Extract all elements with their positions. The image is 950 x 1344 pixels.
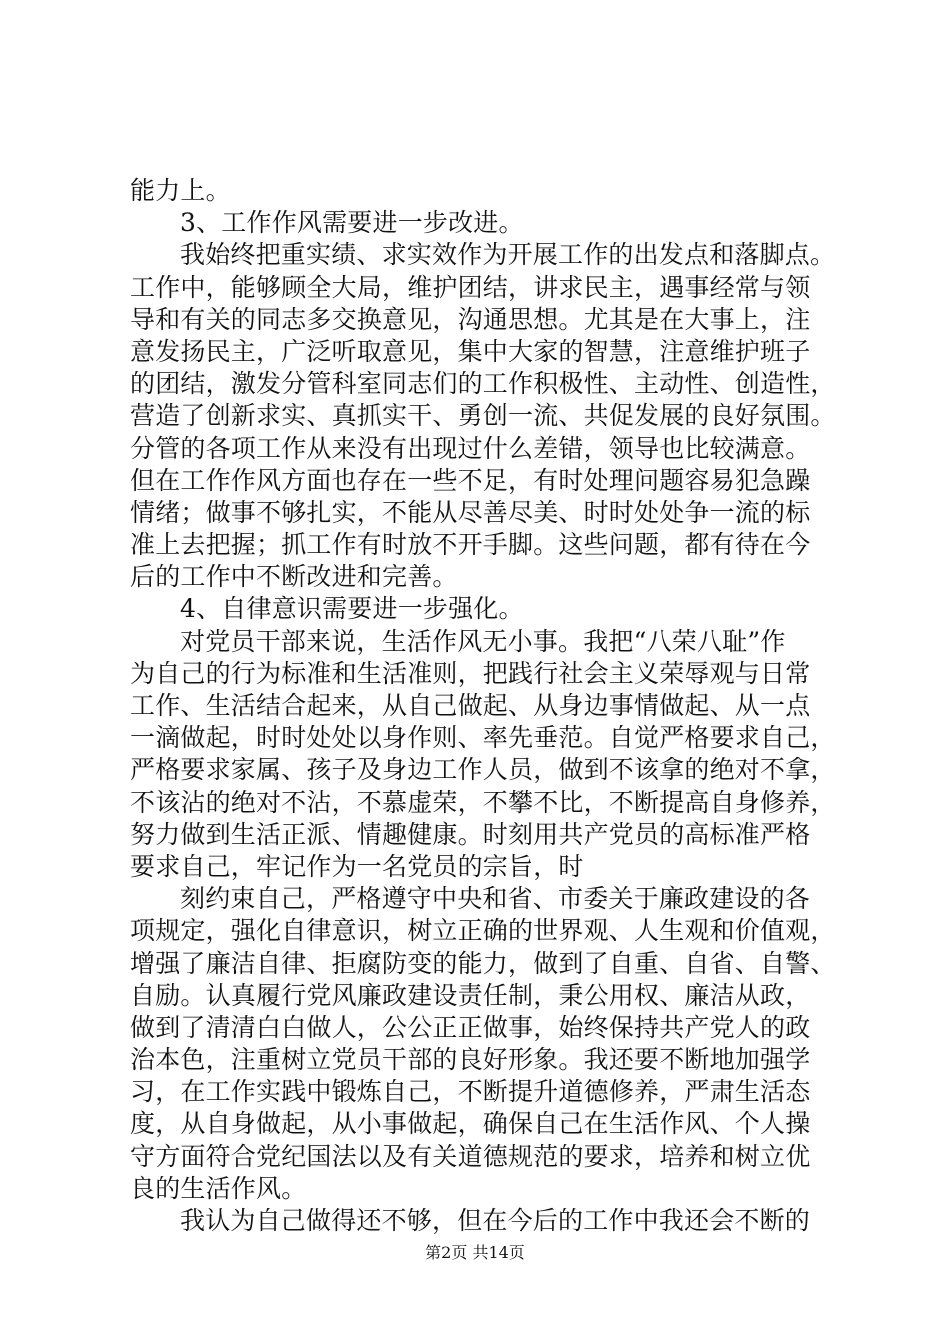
text-line: 良的生活作风。 [130, 1173, 307, 1203]
section-heading: 3、工作作风需要进一步改进。 [180, 208, 524, 238]
text-line: 做到了清清白白做人，公公正正做事，始终保持共产党人的政 [130, 1012, 811, 1042]
text-line: 能力上。 [130, 176, 231, 205]
text-line: 增强了廉洁自律、拒腐防变的能力，做到了自重、自省、自警、 [130, 948, 836, 978]
text-line: 分管的各项工作从来没有出现过什么差错，领导也比较满意。 [130, 433, 811, 463]
text-line: 意发扬民主，广泛听取意见，集中大家的智慧，注意维护班子 [130, 336, 811, 366]
text-line: 一滴做起，时时处处以身作则、率先垂范。自觉严格要求自己， [130, 723, 836, 753]
text-line: 工作、生活结合起来，从自己做起、从身边事情做起、从一点 [130, 691, 811, 720]
text-line: 导和有关的同志多交换意见，沟通思想。尤其是在大事上，注 [130, 304, 811, 334]
text-line: 度，从自身做起，从小事做起，确保自己在生活作风、个人操 [130, 1109, 811, 1139]
text-line: 努力做到生活正派、情趣健康。时刻用共产党员的高标准严格 [130, 819, 811, 849]
text-line: 工作中，能够顾全大局，维护团结，讲求民主，遇事经常与领 [130, 272, 811, 302]
document-body [130, 175, 836, 1237]
section-heading: 4、自律意识需要进一步强化。 [180, 594, 524, 624]
text-line: 为自己的行为标准和生活准则，把践行社会主义荣辱观与日常 [130, 658, 811, 688]
text-line: 对党员干部来说，生活作风无小事。我把“八荣八耻”作 [180, 626, 786, 656]
text-line: 严格要求家属、孩子及身边工作人员，做到不该拿的绝对不拿， [130, 755, 836, 785]
text-line: 后的工作中不断改进和完善。 [130, 562, 458, 592]
text-line: 项规定，强化自律意识，树立正确的世界观、人生观和价值观， [130, 916, 836, 946]
page-number: 第2页 共14页 [425, 1243, 525, 1262]
text-line: 治本色，注重树立党员干部的良好形象。我还要不断地加强学 [130, 1045, 811, 1075]
text-line: 情绪；做事不够扎实，不能从尽善尽美、时时处处争一流的标 [130, 497, 811, 527]
text-line: 守方面符合党纪国法以及有关道德规范的要求，培养和树立优 [130, 1141, 811, 1171]
text-line: 我始终把重实绩、求实效作为开展工作的出发点和落脚点。 [180, 240, 836, 270]
page-footer [0, 1243, 950, 1263]
text-line: 准上去把握；抓工作有时放不开手脚。这些问题，都有待在今 [130, 530, 811, 560]
text-line: 营造了创新求实、真抓实干、勇创一流、共促发展的良好氛围。 [130, 401, 836, 431]
text-line: 要求自己，牢记作为一名党员的宗旨，时 [130, 851, 584, 881]
text-line: 的团结，激发分管科室同志们的工作积极性、主动性、创造性， [130, 369, 836, 399]
text-line: 我认为自己做得还不够，但在今后的工作中我还会不断的 [180, 1206, 811, 1235]
text-line: 自励。认真履行党风廉政建设责任制，秉公用权、廉洁从政， [130, 980, 811, 1010]
text-line: 不该沾的绝对不沾，不慕虚荣，不攀不比，不断提高自身修养， [130, 787, 836, 817]
text-line: 但在工作作风方面也存在一些不足，有时处理问题容易犯急躁 [130, 465, 811, 495]
text-line: 习，在工作实践中锻炼自己，不断提升道德修养，严肃生活态 [130, 1077, 811, 1107]
text-line: 刻约束自己，严格遵守中央和省、市委关于廉政建设的各 [180, 884, 811, 914]
